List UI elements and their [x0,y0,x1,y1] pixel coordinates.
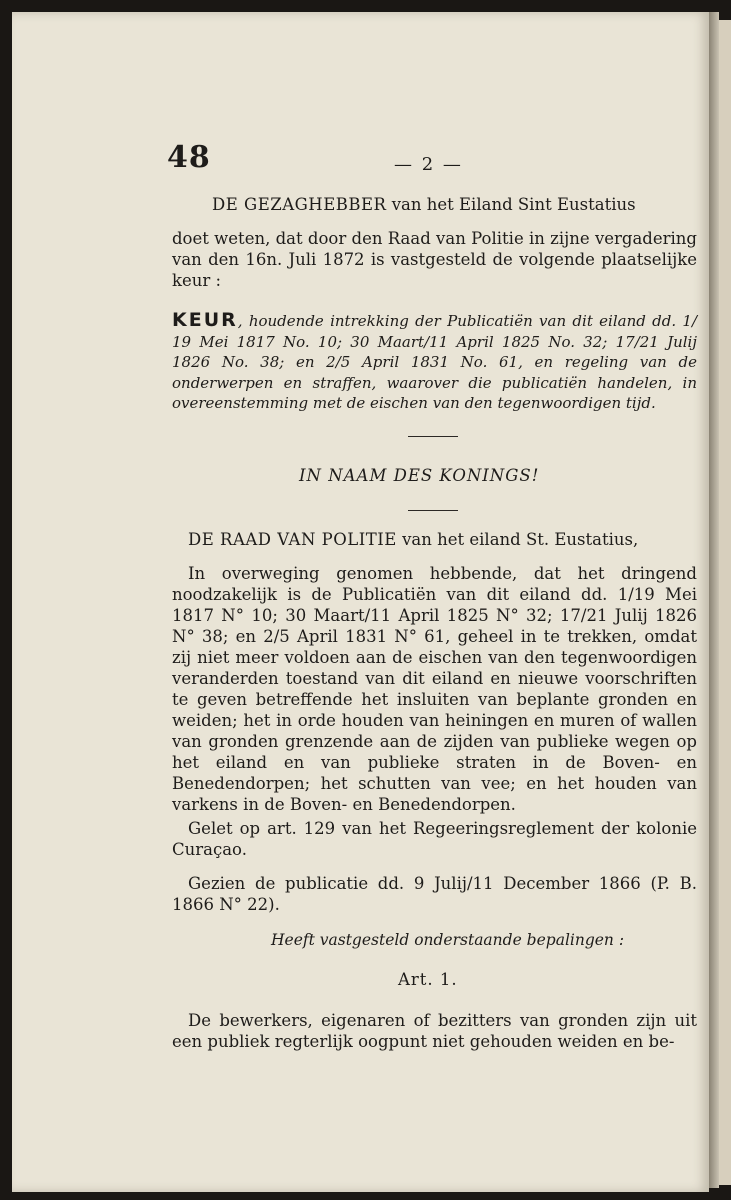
gezien-paragraph: Gezien de publicatie dd. 9 Julij/11 December 1866 (P. B. 1866 N° 22). [172,874,697,914]
page-number: 48 [167,140,211,175]
council-title: DE RAAD VAN POLITIE [188,530,397,549]
council-line [188,530,638,549]
article-text: De bewerkers, eigenaren of bezitters van gronden zijn uit een publiek regterlijk oogpunt niet gehouden weiden en be- [172,1011,697,1051]
consideration-paragraph: In overweging genomen hebbende, dat het dringend noodzakelijk is de Publicatiën van dit eiland dd. 1/19 Mei 1817 N° 10; 30 Maart/11 April 1825 N° 32; 17/21 Julij 1826 N° 38; en 2/5 April 1831 N° 61, geheel in te trekken, omdat zij niet meer voldoen aan de eischen van den tegenwoordigen veranderden toestand van dit eiland en nieuwe voorschriften te geven betreffende het insluiten van beplante gronden en weiden; het in orde houden van heiningen en muren of wallen van gronden grenzende aan de zijden van publieke wegen op het eiland en van publieke straten in de Boven- en Benedendorpen; het schutten van vee; en het houden van varkens in de Boven- en Benedendorpen. [172,564,697,814]
folio-marker: — 2 — [394,154,463,175]
next-page-edge [719,20,731,1185]
article-heading: Art. 1. [398,970,458,989]
keur-word: KEUR [172,309,238,331]
keur-text: , houdende intrekking der Publicatiën van dit eiland dd. 1/ 19 Mei 1817 No. 10; 30 Maart/11 April 1825 No. 32; 17/21 Julij 1826 No. 38; en 2/5 April 1831 No. 61, en regeling van de onderwerpen en straffen, waarover die publicatiën handelen, in overeenstemming met de eischen van den tegenwoordigen tijd. [172,312,697,412]
council-rest: van het eiland St. Eustatius, [396,530,639,549]
gelet-paragraph: Gelet op art. 129 van het Regeeringsreglement der kolonie Curaçao. [172,819,697,859]
document-page [12,12,709,1192]
heeft-vastgesteld-line: Heeft vastgesteld onderstaande bepalingen : [271,931,625,949]
issuer-line [212,195,636,214]
in-naam-heading: IN NAAM DES KONINGS! [299,466,540,485]
issuer-rest: van het Eiland Sint Eustatius [386,195,636,214]
page-edge-shadow [709,12,719,1188]
intro-paragraph: doet weten, dat door den Raad van Politie in zijne vergadering van den 16n. Juli 1872 is vastgesteld de volgende plaatselijke keur : [172,229,697,290]
issuer-title: DE GEZAGHEBBER [212,195,387,214]
divider-bottom [408,510,458,511]
keur-heading [172,310,697,414]
divider-top [408,436,458,437]
